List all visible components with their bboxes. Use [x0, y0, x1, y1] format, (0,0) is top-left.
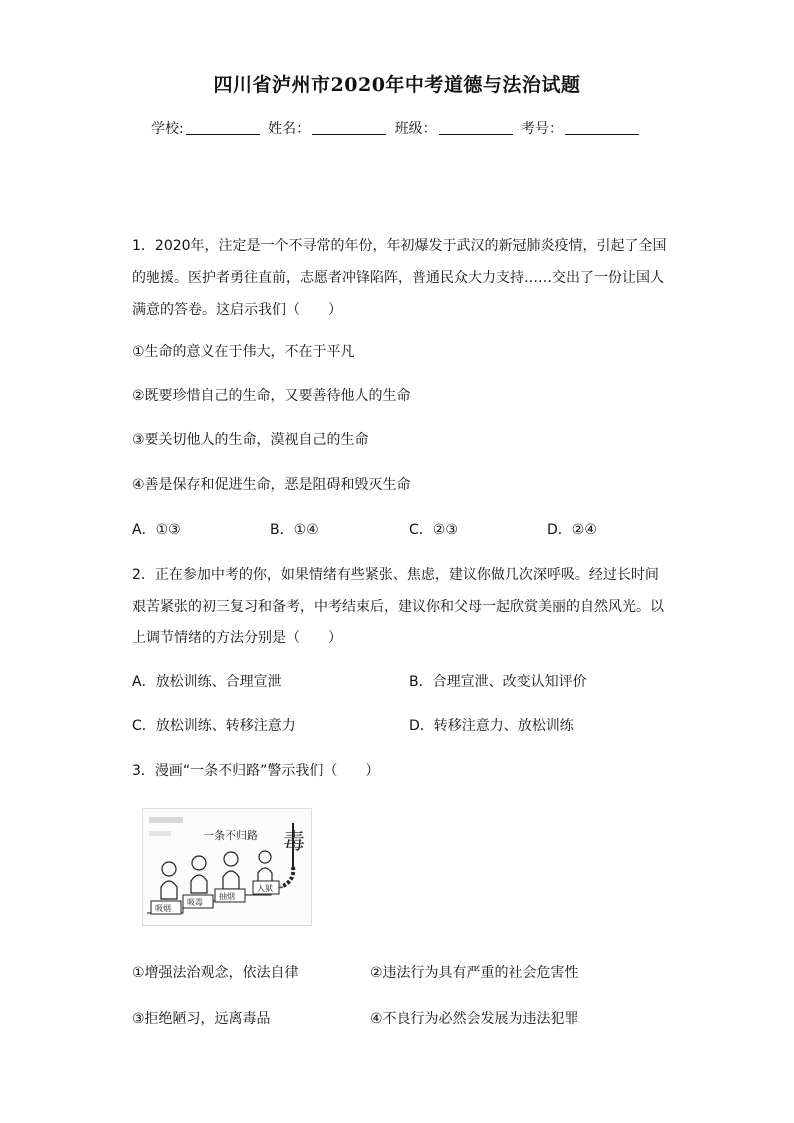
q2-option-d[interactable]: D．转移注意力、放松训练: [409, 718, 574, 734]
name-blank[interactable]: [312, 120, 386, 135]
q1-option-d[interactable]: D．②④: [547, 522, 597, 538]
q1-stem-line: 满意的答卷。这启示我们（ ）: [132, 302, 342, 318]
cartoon-sign: 毒: [283, 830, 306, 855]
q2-option-a[interactable]: A．放松训练、合理宣泄: [132, 674, 282, 690]
class-label: 班级：: [394, 121, 437, 137]
cartoon-label: 入狱: [257, 884, 273, 893]
class-blank[interactable]: [439, 120, 513, 135]
number-label: 考号：: [521, 121, 564, 137]
q2-stem-line: 上调节情绪的方法分别是（ ）: [132, 630, 342, 646]
cartoon-label: 吸毒: [187, 898, 203, 907]
cartoon-caption: 一条不归路: [203, 829, 258, 842]
q3-statement: ④不良行为必然会发展为违法犯罪: [370, 1011, 579, 1027]
q1-statement: ④善是保存和促进生命，恶是阻碍和毁灭生命: [132, 477, 411, 493]
page-title: 四川省泸州市2020年中考道德与法治试题: [213, 74, 581, 96]
q2-stem-line: 2．正在参加中考的你，如果情绪有些紧张、焦虑，建议你做几次深呼吸。经过长时间: [132, 567, 659, 583]
cartoon-image: [142, 808, 312, 926]
cartoon-label: 抽烟: [219, 892, 235, 901]
q1-stem-line: 1．2020年，注定是一个不寻常的年份，年初爆发于武汉的新冠肺炎疫情，引起了全国: [132, 238, 667, 254]
q1-option-c[interactable]: C．②③: [409, 522, 458, 538]
q3-stem: 3．漫画“一条不归路”警示我们（ ）: [132, 763, 380, 779]
q1-option-b[interactable]: B．①④: [270, 522, 319, 538]
q2-option-c[interactable]: C．放松训练、转移注意力: [132, 718, 296, 734]
name-label: 姓名：: [268, 121, 311, 137]
cartoon-label: 吸烟: [155, 904, 171, 913]
q1-statement: ③要关切他人的生命，漠视自己的生命: [132, 432, 369, 448]
student-info-line: [0, 118, 794, 138]
q3-statement: ③拒绝陋习，远离毒品: [132, 1011, 271, 1027]
q3-statement: ①增强法治观念，依法自律: [132, 965, 299, 981]
q2-option-b[interactable]: B．合理宣泄、改变认知评价: [409, 674, 587, 690]
cartoon-drawing: [143, 809, 311, 925]
school-label: 学校:: [150, 121, 184, 137]
q1-statement: ②既要珍惜自己的生命，又要善待他人的生命: [132, 388, 411, 404]
q1-option-a[interactable]: A．①③: [132, 522, 181, 538]
q1-statement: ①生命的意义在于伟大，不在于平凡: [132, 344, 355, 360]
number-blank[interactable]: [565, 120, 639, 135]
q1-stem-line: 的驰援。医护者勇往直前，志愿者冲锋陷阵，普通民众大力支持……交出了一份让国人: [132, 270, 664, 286]
q3-statement: ②违法行为具有严重的社会危害性: [370, 965, 579, 981]
q2-stem-line: 艰苦紧张的初三复习和备考，中考结束后，建议你和父母一起欣赏美丽的自然风光。以: [132, 599, 664, 615]
school-blank[interactable]: [186, 120, 260, 135]
